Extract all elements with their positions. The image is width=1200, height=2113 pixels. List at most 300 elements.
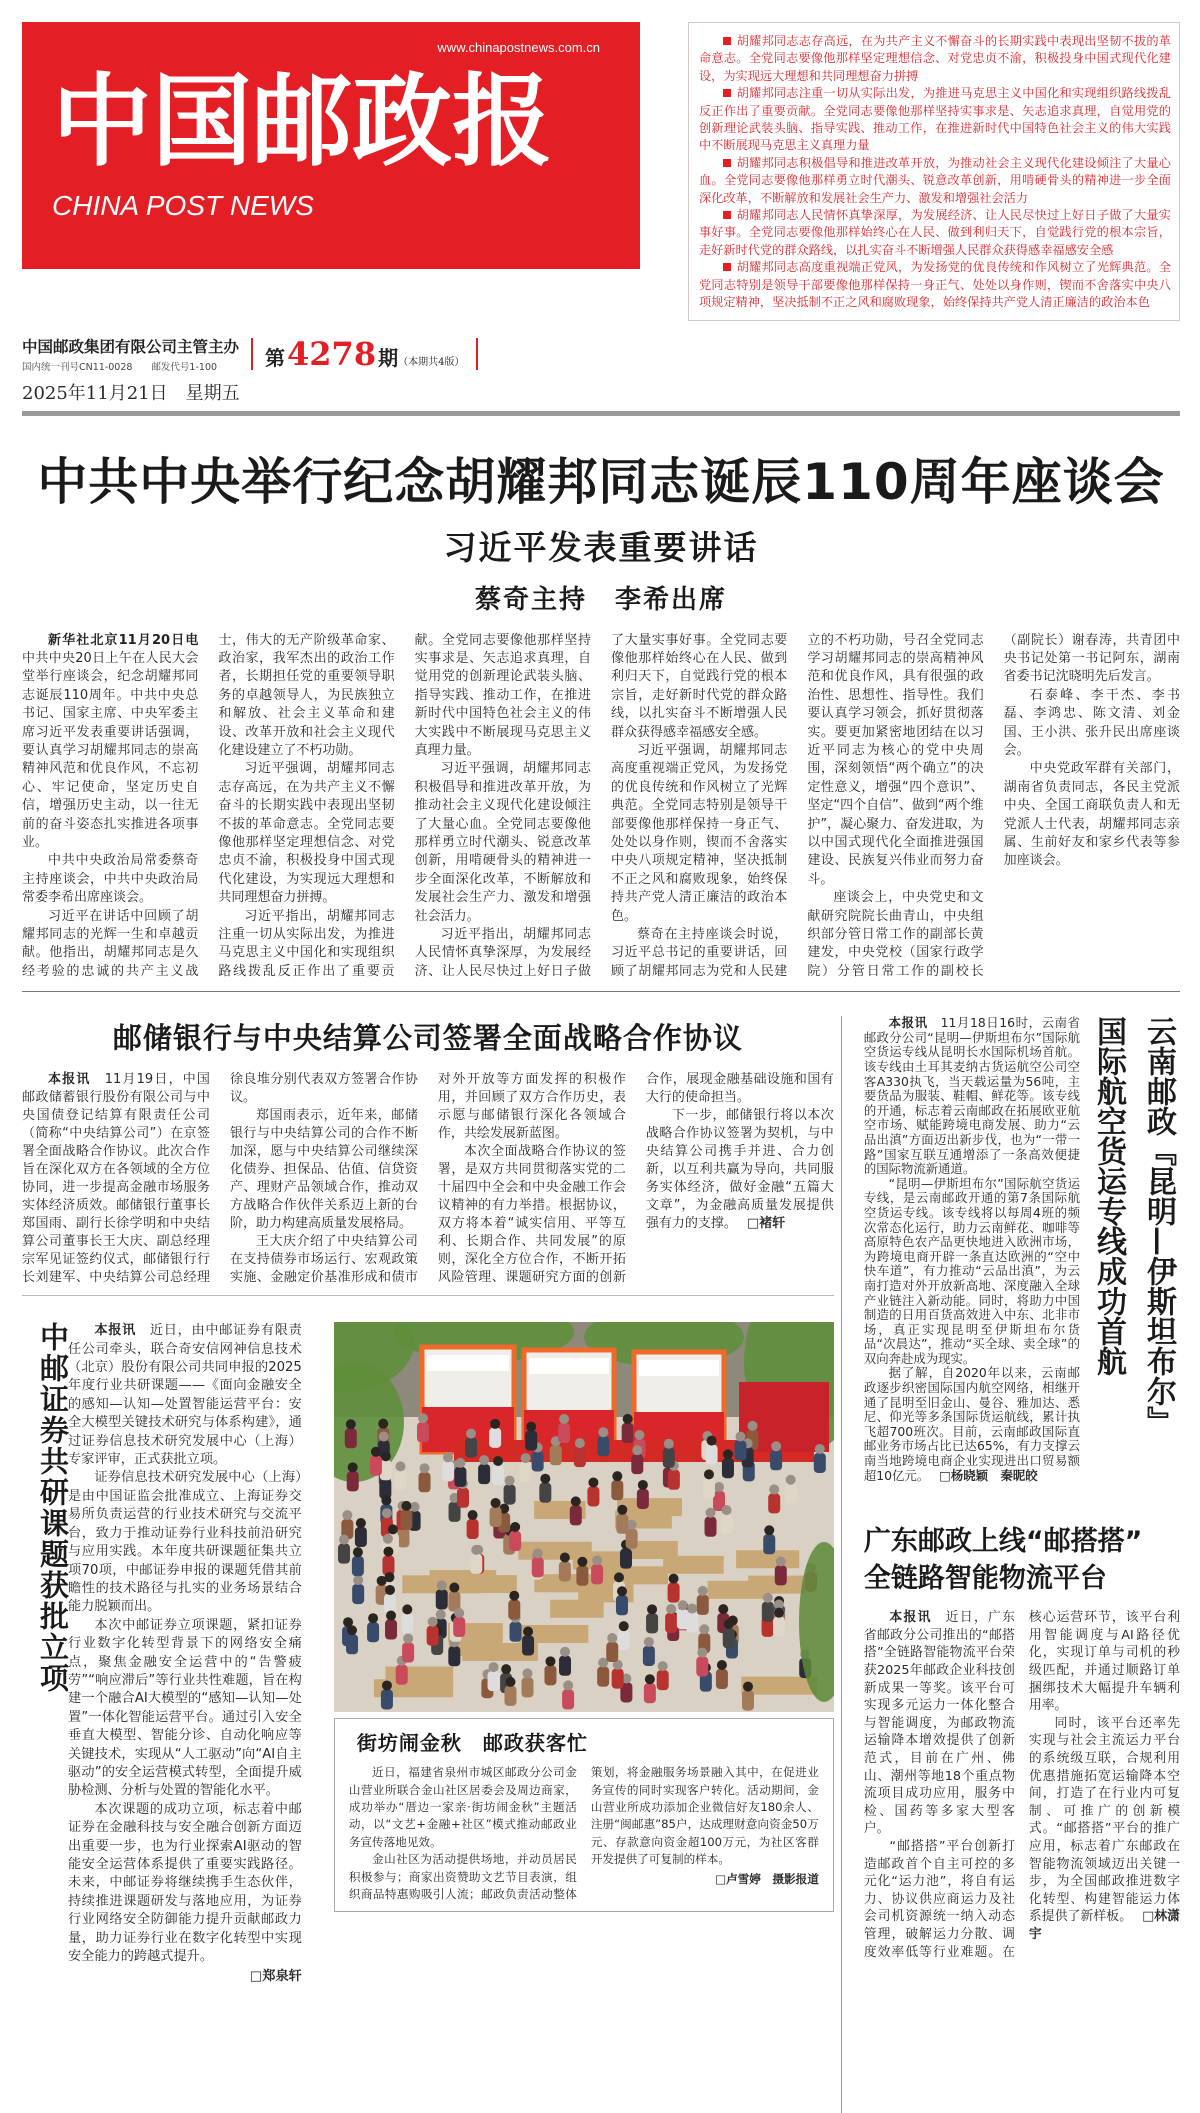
issue-page-count: （本期共4版）	[398, 356, 465, 368]
person	[394, 1471, 406, 1491]
lead-subheadline: 习近平发表重要讲话	[443, 527, 759, 567]
psbc-article-body	[22, 1071, 834, 1287]
person-head	[614, 1573, 624, 1583]
paragraph-text: 郑国雨表示，近年来，邮储银行与中央结算公司的合作不断加深，愿与中央结算公司继续深化债券、担保品、估值、信贷资产、理财产品领域合作，推动双方战略合作伙伴关系迈上新的台阶，助力构建高质量发展格局。	[229, 1108, 418, 1232]
dateline: 本报讯	[889, 1610, 932, 1626]
yunnan-article-body	[864, 1016, 1080, 1483]
paragraph-text: 胡耀邦同志志存高远，在为共产主义不懈奋斗的长期实践中表现出坚韧不拔的革命意志。全党同志要像他那样坚定理想信念、对党忠贞不渝，积极投身中国式现代化建设，为实现远大理想和共同理想奋力拼搏	[699, 34, 1171, 83]
person	[668, 1470, 680, 1490]
person-head	[418, 1413, 428, 1423]
person	[397, 1528, 409, 1548]
person	[352, 1584, 364, 1604]
paragraph-text: 胡耀邦同志积极倡导和推进改革开放，为推动社会主义现代化建设倾注了大量心血。全党同志要像他那样勇立时代潮头、锐意改革创新，用啃硬骨头的精神进一步全面深化改革，不断解放和发展社会生产力、激发和增强社会活力	[699, 155, 1171, 205]
securities-article-body	[68, 1322, 302, 2113]
person	[504, 1686, 516, 1706]
divider	[476, 338, 478, 370]
person	[814, 1453, 826, 1473]
photo-story-headline: 街坊闹金秋 邮政获客忙	[356, 1731, 588, 1756]
person-head	[560, 1647, 570, 1657]
person-head	[769, 1485, 779, 1495]
booth-sign	[427, 1355, 509, 1371]
person	[705, 1445, 717, 1465]
paragraph-text: 座谈会上，中央党史和文献研究院院长曲青山，中央组织部分管日常工作的副部长黄建发，中央党校（国家行政学院）分管日常工作的副校长（副院长）谢春涛，共青团中央书记处第一书记阿东，湖南省委书记沈晓明先后发言。	[807, 632, 1180, 979]
person	[400, 1510, 412, 1530]
person-head	[717, 1660, 727, 1670]
person-head	[488, 1662, 498, 1672]
person-head	[383, 1534, 393, 1544]
person-head	[533, 1549, 543, 1559]
paragraph-text: 中共中央20日上午在人民大会堂举行座谈会，纪念胡耀邦同志诞辰110周年。中共中央总书记、国家主席、中央军委主席习近平发表重要讲话强调，要认真学习胡耀邦同志的崇高精神风范和优良作风，不忘初心、牢记使命，坚定历史自信，增强历史主动，以一往无前的奋斗姿态扎实推进各项事业。	[22, 650, 199, 850]
paragraph-text: 本次课题的成功立项，标志着中邮证券在金融科技与安全融合创新方面迈出重要一步，也为行业探索AI驱动的智能安全运营体系提供了重要实践路径。未来，中邮证券将继续携手生态伙伴，持续推进课题研发与落地应用，为证券行业网络安全防御能力提升贡献邮政力量，助力证券行业在数字化转型中实现安全能力的跨越式提升。	[68, 1801, 302, 1965]
person	[667, 1583, 679, 1603]
table	[663, 1556, 724, 1574]
person-head	[697, 1648, 707, 1658]
person	[616, 1514, 628, 1534]
person	[562, 1690, 574, 1710]
person-head	[403, 1634, 413, 1644]
byline: □杨晓颖 秦昵皎	[939, 1467, 1038, 1483]
person-head	[723, 1449, 733, 1459]
person	[532, 1558, 544, 1578]
bullet-square-icon	[723, 89, 731, 97]
person	[487, 1671, 499, 1691]
newspaper-title: 中国邮政报	[52, 63, 552, 180]
paragraph-text: 习近平指出，胡耀邦同志人民情怀真挚深厚，为发展经济、让人民尽快过上好日子做了大量实事好事。全党同志要像他那样始终心在人民、做到利归天下，自觉践行党的根本宗旨，走好新时代党的群众路线，以扎实奋斗不断增强人民群众获得感幸福感安全感。	[414, 632, 788, 979]
publisher-block	[22, 335, 239, 373]
person	[426, 1626, 438, 1646]
person-head	[577, 1557, 587, 1567]
person-head	[644, 1637, 654, 1647]
paragraph-text: 本次全面战略合作协议的签署，是双方共同贯彻落实党的二十届四中全会和中央金融工作会议精神的有力举措。根据协议，双方将本着“诚实信用、平等互利、长期合作、共同发展”的原则，深化全方位合作，不断开拓风险管理、课题研究方面的创新合作，展现金融基础设施和国有大行的使命担当。	[437, 1072, 834, 1286]
person-head	[647, 1605, 657, 1615]
article-paragraph	[22, 852, 198, 907]
person	[448, 1646, 460, 1666]
person	[347, 1472, 359, 1492]
person	[722, 1458, 734, 1478]
person-head	[617, 1505, 627, 1515]
person	[558, 1423, 570, 1443]
person-head	[540, 1474, 550, 1484]
byline: □郑泉轩	[249, 1969, 302, 1985]
photo-story	[334, 1322, 834, 2113]
person-head	[714, 1482, 724, 1492]
person-head	[395, 1462, 405, 1472]
paragraph-text: 证券信息技术研究发展中心（上海）是由中国证监会批准成立、上海证券交易所负责运营的行业技术研究与交流平台，致力于推动证券行业科技前沿研究与应用实践。本年度共研课题征集共立项70项，中邮证券申报的课题凭借其前瞻性的技术路径与扎实的业务场景结合能力脱颖而出。	[68, 1470, 302, 1615]
person-head	[598, 1427, 608, 1437]
person	[401, 1614, 413, 1634]
paragraph-text: 中共中央政治局常委蔡奇主持座谈会，中共中央政治局常委李希出席座谈会。	[22, 853, 199, 906]
paragraph-text: 金山社区为活动提供场地，并动员居民积极参与；商家出资赞助文艺节目表演，组织商品特惠购吸引人流；邮政负责活动整体策划，将金融服务场景融入其中，在促进业务宣传的同时实现客户转化。活动期间，金山营业所成功添加企业微信好友180余人、注册“闽邮惠”85户，达成理财意向资金50万元、存款意向资金超100万元，为社区客群开发提供了可复制的样本。	[348, 1765, 819, 1902]
person	[525, 1431, 537, 1451]
person-head	[520, 1453, 530, 1463]
person-head	[378, 1419, 388, 1429]
person-head	[466, 1429, 476, 1439]
person	[703, 1479, 715, 1499]
article-paragraph	[1029, 1715, 1180, 1944]
person-head	[381, 1496, 391, 1506]
person	[402, 1643, 414, 1663]
divider	[251, 338, 253, 370]
person	[591, 1565, 603, 1585]
person-head	[505, 1677, 515, 1687]
guangdong-article-body	[864, 1609, 1180, 1961]
newspaper-title-english: CHINA POST NEWS	[52, 190, 314, 221]
article-paragraph	[864, 1177, 1080, 1367]
person	[453, 1617, 465, 1637]
bullet-square-icon	[723, 263, 731, 271]
person-head	[501, 1664, 511, 1674]
person-head	[763, 1593, 773, 1603]
table	[550, 1600, 603, 1618]
person-head	[342, 1510, 352, 1520]
person	[587, 1487, 599, 1507]
person-head	[735, 1432, 745, 1442]
person	[550, 1445, 562, 1465]
divider	[22, 411, 1180, 416]
paragraph-text: 习近平指出，胡耀邦同志注重一切从实际出发，为推进马克思主义中国化和实现组织路线拨乱反正作出了重要贡献。全党同志要像他那样坚持实事求是、矢志追求真理，自觉用党的创新理论武装头脑、指导实践、推动工作，在推进新时代中国特色社会主义的伟大实践中不断展现马克思主义真理力量。	[218, 632, 591, 979]
issue-date: 2025年11月21日 星期五	[22, 382, 240, 404]
dateline: 本报讯	[94, 1323, 137, 1339]
securities-headline: 中邮证券共研课题获批立项	[36, 1322, 70, 1695]
paragraph-text: 中央党政军群有关部门，湖南省负责同志，各民主党派中央、全国工商联负责人和无党派人士代表，胡耀邦同志亲属、生前好友和家乡代表等参加座谈会。	[1003, 761, 1180, 869]
person-head	[510, 1522, 520, 1532]
left-section	[22, 1016, 842, 2113]
person-head	[402, 1605, 412, 1615]
person-head	[632, 1445, 642, 1455]
person	[620, 1549, 632, 1569]
lead-deck: 蔡奇主持 李希出席	[474, 584, 727, 615]
right-section	[842, 1016, 1180, 2113]
person-head	[617, 1587, 627, 1597]
person	[352, 1556, 364, 1576]
article-paragraph	[349, 1764, 577, 1851]
person	[396, 1665, 408, 1685]
yunnan-headline-line2: 国际航空货运专线成功首航	[1091, 1016, 1126, 1377]
securities-article	[22, 1322, 302, 2113]
guangdong-headline-line2: 全链路智能物流平台	[863, 1563, 1107, 1595]
person	[509, 1531, 521, 1551]
booth-sign	[529, 1358, 609, 1374]
article-paragraph	[699, 155, 1171, 207]
person	[367, 1622, 379, 1642]
person	[611, 1480, 623, 1500]
bullet-square-icon	[723, 37, 731, 45]
paragraph-text: 11月18日16时，云南省邮政分公司“昆明—伊斯坦布尔”国际航空货运专线从昆明长水国际机场首航。该专线由土耳其麦纳古货运航空公司空客A330执飞，当天载运量为56吨，主要货品为服装、鞋帽、鲜花等。该专线的开通，标志着云南邮政在拓展欧亚航空市场、赋能跨境电商发展、助力“云品出滇”方面迈出新步伐，也为“一带一路”国家互联互通增添了一条高效便捷的国际物流新通道。	[863, 1015, 1081, 1177]
person	[574, 1447, 586, 1467]
person-head	[571, 1497, 581, 1507]
paragraph-text: 胡耀邦同志人民情怀真挚深厚，为发展经济、让人民尽快过上好日子做了大量实事好事。全党同志要像他那样始终心在人民、做到利归天下，自觉践行党的根本宗旨，走好新时代党的群众路线，以扎实奋斗不断增强人民群众获得感幸福感安全感	[699, 208, 1171, 257]
person-head	[815, 1444, 825, 1454]
person	[768, 1494, 780, 1514]
person	[686, 1613, 698, 1633]
person-head	[623, 1414, 633, 1424]
person	[544, 1666, 556, 1686]
person-head	[612, 1471, 622, 1481]
person-head	[382, 1508, 392, 1518]
paragraph-text: 胡耀邦同志高度重视端正党风，为发扬党的优良传统和作风树立了光辉典范。全党同志特别是领导干部要像他那样保持一身正气、处处以身作则，锲而不舍落实中央八项规定精神，坚决抵制不正之风和腐败现象，始终保持共产党人清正廉洁的政治本色	[699, 260, 1171, 310]
person-head	[371, 1447, 381, 1457]
paragraph-text: 石泰峰、李干杰、李书磊、李鸿忠、陈文清、刘金国、王小洪、张升民出席座谈会。	[1003, 687, 1180, 758]
article-paragraph	[68, 1322, 302, 1469]
person	[381, 1690, 393, 1710]
person	[465, 1438, 477, 1458]
paragraph-text: 近日，广东省邮政分公司推出的“邮搭搭”全链路智能物流平台荣获2025年邮政企业科技创新成果一等奖。该平台可实现多元运力一体化整合与智能调度，为邮政物流运输降本增效提供了创新范式，目前在广州、佛山、潮州等地18个重点物流项目成功应用，服务中检、国药等多家大型客户。	[863, 1610, 1015, 1837]
person-head	[563, 1681, 573, 1691]
person-head	[471, 1545, 481, 1555]
guangdong-headline-line1: 广东邮政上线“邮搭搭”	[863, 1526, 1143, 1558]
person-head	[724, 1619, 734, 1629]
person-head	[454, 1608, 464, 1618]
person	[508, 1600, 520, 1620]
article-paragraph	[699, 85, 1171, 155]
paragraph-text: 习近平强调，胡耀邦同志高度重视端正党风，为发扬党的优良传统和作风树立了光辉典范。全党同志特别是领导干部要像他那样保持一身正气、处处以身作则，锲而不舍落实中央八项规定精神，坚决抵制不正之风和腐败现象，始终保持共产党人清正廉洁的政治本色。	[610, 742, 788, 924]
person	[418, 1472, 430, 1492]
person	[417, 1422, 429, 1442]
person	[597, 1667, 609, 1687]
photo-caption-box	[334, 1718, 834, 1912]
person	[784, 1484, 796, 1504]
person-head	[526, 1422, 536, 1432]
article-paragraph	[68, 1801, 302, 1967]
article-paragraph	[1004, 687, 1180, 761]
person	[478, 1464, 490, 1484]
person	[436, 1590, 448, 1610]
person-head	[383, 1547, 393, 1557]
person	[631, 1454, 643, 1474]
person	[570, 1506, 582, 1526]
left-lower-row	[22, 1322, 834, 2113]
person	[385, 1620, 397, 1640]
person-head	[721, 1505, 731, 1515]
person-head	[664, 1439, 674, 1449]
paragraph-text: 习近平强调，胡耀邦同志志存高远，在为共产主义不懈奋斗的长期实践中表现出坚韧不拔的革命意志。全党同志要像他那样坚定理想信念、对党忠贞不渝，积极投身中国式现代化建设，为实现远大理想和共同理想奋力拼搏。	[218, 761, 395, 906]
article-paragraph	[864, 1609, 1015, 1838]
person	[770, 1451, 782, 1471]
table	[707, 1581, 764, 1599]
person-head	[704, 1470, 714, 1480]
photo-story-body	[349, 1764, 819, 1903]
dateline: 本报讯	[48, 1072, 91, 1088]
person	[723, 1628, 735, 1648]
person-head	[706, 1436, 716, 1446]
person-head	[698, 1586, 708, 1596]
person-head	[376, 1576, 386, 1586]
person	[489, 1507, 501, 1527]
issue-number	[265, 335, 464, 373]
person-head	[687, 1604, 697, 1614]
person	[345, 1429, 357, 1449]
divider	[22, 1295, 834, 1296]
person	[644, 1683, 656, 1703]
person-head	[427, 1617, 437, 1627]
yunnan-headline-line1: 云南邮政『昆明—伊斯坦布尔』	[1141, 1016, 1176, 1437]
person-head	[419, 1463, 429, 1473]
byline: □林潇宇	[1028, 1909, 1180, 1942]
person	[521, 1678, 533, 1698]
person-head	[607, 1633, 617, 1643]
person-head	[401, 1501, 411, 1511]
person-head	[666, 1604, 676, 1614]
person-head	[353, 1547, 363, 1557]
masthead-logo	[22, 22, 640, 269]
person-head	[346, 1420, 356, 1430]
person-head	[771, 1442, 781, 1452]
person	[346, 1634, 358, 1654]
guangdong-headline	[864, 1523, 1180, 1597]
person-head	[385, 1585, 395, 1595]
person-head	[588, 1478, 598, 1488]
paragraph-text: 下一步，邮储银行将以本次战略合作协议签署为契机，与中央结算公司携手并进、合力创新，以互利共赢为导向，共同服务实体经济，做好金融“五篇大文章”，为金融高质量发展提供强有力的支撑。	[645, 1108, 834, 1232]
paragraph-text: 胡耀邦同志注重一切从实际出发，为推进马克思主义中国化和实现组织路线拨乱反正作出了重要贡献。全党同志要像他那样坚持实事求是、矢志追求真理，自觉用党的创新理论武装头脑、指导实践、推动工作，在推进新时代中国特色社会主义的伟大实践中不断展现马克思主义真理力量	[699, 86, 1171, 153]
person	[773, 1617, 785, 1637]
article-paragraph	[230, 1107, 418, 1233]
paragraph-text: “邮搭搭”平台创新打造邮政首个自主可控的多元化“运力池”，将自有运力、协议供应商运力及社会司机资源统一纳入动态管理，破解运力分散、调度效率低等行业难题。在核心运营环节，该平台利用智能调度与AI路径优化，实现订单与司机的秒级匹配，并通过顺路订单捆绑技术大幅提升车辆利用率。	[863, 1610, 1180, 1960]
article-paragraph	[1004, 760, 1180, 870]
person	[606, 1642, 618, 1662]
person-head	[522, 1669, 532, 1679]
person	[466, 1519, 478, 1539]
issue-number-value: 4278	[287, 334, 377, 373]
byline: □卢雪婷 摄影报道	[715, 1871, 819, 1886]
person-head	[645, 1674, 655, 1684]
person	[663, 1448, 675, 1468]
person	[509, 1622, 521, 1642]
person	[522, 1636, 534, 1656]
person-head	[638, 1480, 648, 1490]
person	[762, 1602, 774, 1622]
article-paragraph	[415, 760, 591, 926]
person-head	[592, 1556, 602, 1566]
person-head	[658, 1661, 668, 1671]
bullet-square-icon	[723, 211, 731, 219]
person	[665, 1613, 677, 1633]
person	[704, 1517, 716, 1537]
article-paragraph	[68, 1469, 302, 1616]
person-head	[479, 1455, 489, 1465]
person-head	[455, 1458, 465, 1468]
person	[734, 1441, 746, 1461]
person-head	[490, 1419, 500, 1429]
person-head	[388, 1525, 398, 1535]
lower-section	[22, 1016, 1180, 2113]
paragraph-text: 王大庆介绍了中央结算公司在支持债券市场运行、宏观政策实施、金融定价基准形成和债市对外开放等方面发挥的积极作用，并回顾了双方合作历史，表示愿与邮储银行深化各领域合作，共绘发展新蓝图。	[229, 1072, 626, 1286]
website-url: www.chinapostnews.com.cn	[437, 40, 600, 55]
person	[720, 1514, 732, 1534]
paragraph-text: 近日，福建省泉州市城区邮政分公司金山营业所联合金山社区居委会及周边商家，成功举办“厝边一家亲·街坊闹金秋”主题活动，以“文艺+金融+社区”模式推动邮政业务宣传落地见效。	[348, 1765, 577, 1849]
person	[338, 1544, 350, 1564]
person	[503, 1485, 515, 1505]
person	[454, 1467, 466, 1487]
article-paragraph	[864, 1366, 1080, 1483]
person-head	[668, 1574, 678, 1584]
paragraph-text: 11月19日，中国邮政储蓄银行股份有限公司与中央国债登记结算有限责任公司（简称“中央结算公司”）在京签署全面战略合作协议。此次合作旨在深化双方在各领域的全方位协同，进一步提高金融市场服务实体经济质效。邮储银行董事长郑国雨、副行长徐学明和中央结算公司董事长王大庆、副总经理宗军见证签约仪式，邮储银行行长刘建军、中央结算公司总经理徐良堆分别代表双方签署合作协议。	[22, 1072, 418, 1286]
person-head	[560, 1553, 570, 1563]
person	[539, 1483, 551, 1503]
person	[597, 1436, 609, 1456]
person	[492, 1465, 504, 1485]
person-head	[437, 1581, 447, 1591]
person	[519, 1462, 531, 1482]
person	[696, 1657, 708, 1677]
publisher-sponsor: 中国邮政集团有限公司主管主办	[22, 337, 240, 356]
person	[559, 1562, 571, 1582]
person	[442, 1462, 454, 1482]
person-head	[353, 1575, 363, 1585]
issue-prefix: 第	[265, 345, 286, 370]
person-head	[545, 1657, 555, 1667]
psbc-headline: 邮储银行与中央结算公司签署全面战略合作协议	[112, 1021, 743, 1056]
person-head	[747, 1421, 757, 1431]
bullet-square-icon	[723, 159, 731, 167]
person-head	[678, 1600, 688, 1610]
event-photo	[334, 1322, 834, 1712]
person-head	[718, 1604, 728, 1614]
yunnan-article	[864, 1016, 1180, 1483]
person-head	[634, 1430, 644, 1440]
booth-sign	[639, 1360, 719, 1376]
person-head	[449, 1583, 459, 1593]
person	[622, 1423, 634, 1443]
person	[576, 1566, 588, 1586]
dateline: 本报讯	[888, 1015, 928, 1031]
person-head	[575, 1438, 585, 1448]
person	[531, 1452, 543, 1472]
paragraph-text: 据了解，自2020年以来，云南邮政逐步织密国际国内航空网络，相继开通了昆明至旧金山、曼谷、雅加达、悉尼、仰光等多条国际货运航线，累计执飞超700班次。目前，云南邮政国际直邮业务市场占比已达65%，有力支撑云南当地跨境电商企业实现进出口贸易额超10亿元。	[863, 1365, 1080, 1483]
article-paragraph	[611, 742, 787, 926]
person-head	[348, 1463, 358, 1473]
paragraph-text: 习近平在讲话中回顾了胡耀邦同志的光辉一生和卓越贡献。他指出，胡耀邦同志是久经考验的忠诚的共产主义战士，伟大的无产阶级革命家、政治家，我军杰出的政治工作者，长期担任党的重要领导职务的卓越领导人，为民族独立和解放、社会主义革命和建设、改革开放和社会主义现代化建设建立了不朽功勋。	[22, 632, 395, 979]
person-head	[467, 1510, 477, 1520]
person-head	[699, 1624, 709, 1634]
person-head	[743, 1682, 753, 1692]
person	[643, 1646, 655, 1666]
divider	[22, 991, 1180, 992]
paragraph-text: 习近平强调，胡耀邦同志积极倡导和推进改革开放，为推动社会主义现代化建设倾注了大量心血。全党同志要像他那样勇立时代潮头、锐意改革创新，用啃硬骨头的精神进一步全面深化改革，不断解放和发展社会生产力、激发和增强社会活力。	[414, 761, 591, 924]
table	[386, 1677, 443, 1695]
lead-article-body	[22, 632, 1180, 982]
byline: □褚轩	[746, 1216, 786, 1232]
person	[716, 1669, 728, 1689]
paragraph-text: 同时，该平台还率先实现与社会主流运力平台的系统级互联，合规利用优惠措施拓宽运输降本空间，打造了在行业内可复制、可推广的创新模式。“邮搭搭”平台的推广应用，标志着广东邮政在智能物流领域迈出关键一步，为全国邮政推进数字化转型、构建智能运力体系提供了新样板。	[1028, 1715, 1180, 1925]
article-paragraph	[68, 1617, 302, 1801]
person-head	[443, 1453, 453, 1463]
article-paragraph	[864, 1016, 1080, 1177]
paragraph-text: 本次中邮证券立项课题，紧扣证券行业数字化转型背景下的网络安全痛点，聚焦金融安全运营中的“告警疲劳”“响应滞后”等行业共性难题，旨在构建一个融合AI大模型的“感知—认知—处置”一体化智能运营平台。通过引入安全垂直大模型、智能分诊、自动化响应等关键技术，实现从“人工驱动”向“AI自主驱动”的安全运营模式转型，全面提升威胁检测、分析与处置的智能化水平。	[68, 1617, 302, 1799]
article-paragraph	[699, 259, 1171, 311]
person-head	[776, 1557, 786, 1567]
person	[657, 1670, 669, 1690]
paragraph-text: 近日，由中邮证券有限责任公司牵头，联合奇安信网神信息技术（北京）股份有限公司共同申报的2025年度行业共研课题——《面向金融安全的感知—认知—处置智能运营平台：安全大模型关键技术研究与体系构建》，通过证券信息技术研究发展中心（上海）专家评审，正式获批立项。	[68, 1323, 302, 1468]
front-page-header	[22, 22, 1180, 321]
speech-highlights-box	[688, 22, 1180, 321]
person	[697, 1595, 709, 1615]
person	[646, 1614, 658, 1634]
person-head	[764, 1525, 774, 1535]
person	[370, 1456, 382, 1476]
article-paragraph	[646, 1107, 834, 1233]
person	[489, 1428, 501, 1448]
person-head	[785, 1475, 795, 1485]
person	[355, 1527, 367, 1547]
person	[637, 1489, 649, 1509]
person-head	[509, 1591, 519, 1601]
article-paragraph	[218, 760, 394, 907]
article-paragraph	[699, 207, 1171, 259]
person	[470, 1554, 482, 1574]
issue-suffix: 期	[378, 345, 399, 370]
dateline: 新华社北京11月20日电	[48, 632, 199, 648]
person-head	[523, 1627, 533, 1637]
